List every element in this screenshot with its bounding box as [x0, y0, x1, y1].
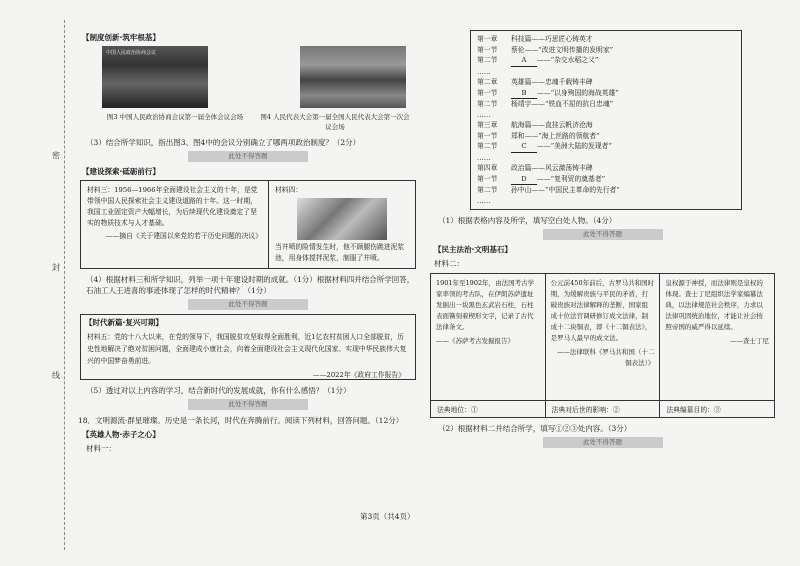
- catalog-row-index: ……: [477, 153, 491, 162]
- law-1-source: ——《苏萨考古发掘报告》: [436, 337, 514, 345]
- law-cell-2: [546, 274, 661, 400]
- law-3-source: ——查士丁尼: [730, 337, 770, 345]
- catalog-row: [477, 67, 741, 78]
- left-column: [78, 30, 418, 457]
- right-column: [430, 30, 775, 452]
- question-18: 18．文明源流·群星璀璨。历史是一条长河，时代在奔腾前行。阅读下列材料，回答问题。（12分）: [78, 416, 404, 425]
- question-1: （1）根据表格内容及所学，填写空白处人物。（4分）: [438, 216, 617, 225]
- catalog-row: [477, 120, 741, 131]
- question-5: （5）透过对以上内容的学习，结合新时代的发展成就，你有什么感悟？（1分）: [86, 386, 351, 395]
- fig3-banner: 中国人民政治协商会议: [106, 50, 157, 56]
- catalog-row-index: 第二章: [477, 78, 498, 86]
- catalog-row-index: 第一节: [477, 45, 498, 54]
- section-title-construction: 【建设探索·砥砺前行】: [82, 167, 160, 176]
- catalog-row: [477, 174, 741, 186]
- catalog-row: [477, 45, 741, 56]
- law-2-text: 公元前450年前后，古罗马共和国时期，为缓解贵族与平民的矛盾，打破贵族对法律解释的垄断，国家组成十位法官调研修订成文法律，制成十二块铜表，即《十二铜表法》，是罗马人最早的成文法。: [550, 279, 655, 342]
- catalog-table: [470, 30, 742, 210]
- material-box-3-4: [80, 180, 416, 269]
- catalog-row: [477, 110, 741, 121]
- law-1-text: 1901年至1902年，由法国考古学家率领的考古队，在伊朗苏萨遗址发掘出一块黑色玄武岩石柱，石柱表面镌刻着楔形文字，记录了古代法律条文。: [436, 279, 535, 331]
- catalog-row-index: 第一章: [477, 35, 498, 43]
- no-answer-zone-1: 此处不得答题: [188, 151, 308, 162]
- catalog-row: [477, 34, 741, 45]
- fill-blank[interactable]: C: [511, 141, 537, 153]
- binding-mark-3: 线: [52, 371, 60, 380]
- catalog-row: [477, 196, 741, 207]
- catalog-row-index: 第二节: [477, 142, 498, 150]
- binding-line: [64, 20, 65, 550]
- fill-blank[interactable]: B: [511, 88, 537, 100]
- fig4-photo: [300, 46, 406, 108]
- catalog-row: [477, 77, 741, 88]
- fig3-caption: 图3 中国人民政治协商会议第一届全体会议会场: [106, 113, 244, 121]
- catalog-row-index: ……: [477, 196, 491, 205]
- catalog-row-index: 第一节: [477, 174, 498, 183]
- catalog-row-text: C ——“美洲大陆的发现者”: [511, 142, 612, 150]
- material-box-5: [80, 314, 416, 380]
- section-title-system: 【制度创新·筑牢根基】: [82, 33, 160, 42]
- catalog-row: [477, 99, 741, 110]
- section-title-law: 【民主法治·文明基石】: [434, 245, 512, 254]
- no-answer-zone-3: 此处不得答题: [188, 399, 308, 410]
- catalog-row-text: 航海篇——直挂云帆济沧海: [511, 121, 593, 129]
- catalog-row-index: 第二节: [477, 56, 498, 64]
- material-3: [81, 181, 269, 268]
- catalog-row-text: 政治篇——风云激荡铸丰碑: [511, 164, 593, 172]
- catalog-row-text: A ——“杂交水稻之父”: [511, 56, 598, 64]
- catalog-row-text: 蔡伦——“改进文明传播的发明家”: [511, 45, 614, 54]
- law-answer-3[interactable]: 法典编纂目的：③: [666, 406, 721, 414]
- law-answer-1[interactable]: 法典地位：①: [431, 401, 546, 417]
- material-3-source: ——摘自《关于建国以来党的若干历史问题的决议》: [105, 232, 262, 240]
- catalog-row-text: 英雄篇——忠魂千载铸丰碑: [511, 78, 593, 86]
- fig4-caption: 图4 人民代表大会第一届全国人民代表大会第一次会议会场: [260, 113, 410, 131]
- photo-row: [102, 46, 406, 108]
- no-answer-zone-5: 此处不得答题: [543, 437, 663, 448]
- section-title-heroes: 【英雄人物·赤子之心】: [82, 430, 160, 439]
- catalog-row: [477, 131, 741, 142]
- question-3: （3）结合所学知识，指出图3、图4中的会议分别确立了哪两项政治制度？（2分）: [86, 138, 361, 147]
- catalog-row: [477, 141, 741, 153]
- catalog-row-text: 杨靖宇——“铁血不屈的抗日忠魂”: [511, 100, 614, 108]
- material-2-label: 材料二：: [434, 259, 464, 268]
- material-4: [269, 181, 415, 268]
- catalog-row-index: 第二节: [477, 100, 498, 108]
- catalog-row-index: 第四章: [477, 164, 498, 172]
- fill-blank[interactable]: A: [511, 55, 537, 67]
- question-4: （4）根据材料三和所学知识，列举一项十年建设时期的成就。（1分）根据材料四并结合所学回答，石油工人王进喜的事迹体现了怎样的时代精神？（1分）: [86, 275, 415, 295]
- law-cell-1: [431, 274, 546, 400]
- catalog-row-text: 孙中山——“中国民主革命的先行者”: [511, 186, 620, 194]
- catalog-row: [477, 185, 741, 196]
- figure-captions: [100, 112, 410, 132]
- catalog-row-index: ……: [477, 110, 491, 119]
- page-footer: 第3页（共4页）: [360, 512, 415, 521]
- catalog-row: [477, 88, 741, 100]
- catalog-row-text: 郑和——“海上丝路的领航者”: [511, 131, 600, 140]
- law-2-source: ——法律联科《罗马共和国（十二铜表法）》: [556, 348, 655, 367]
- oil-worker-photo: [297, 198, 387, 240]
- material-5-source: ——2022年《政府工作报告》: [312, 371, 405, 379]
- material-5-text: 材料五：党的十八大以来，在党的领导下，我国脱贫攻坚取得全面胜利，近1亿农村贫困人口全部脱贫，历史性地解决了绝对贫困问题，全面建成小康社会，向着全面建设社会主义现代化国家、实现中华民族伟大复兴的中国梦奋勇前进。: [87, 333, 407, 365]
- catalog-row: [477, 153, 741, 164]
- catalog-list: [477, 34, 741, 206]
- fig3-photo: [102, 46, 208, 108]
- law-cell-3: [660, 274, 774, 400]
- catalog-row-text: 科技篇——巧思匠心铸英才: [511, 35, 593, 43]
- catalog-row-index: 第二节: [477, 186, 498, 194]
- catalog-row-index: 第一节: [477, 88, 498, 97]
- law-material-table: [430, 273, 775, 401]
- material-4-text: 当井喷的险情发生时，他不顾腿伤跳进泥浆池，用身体搅拌泥浆，制服了井喷。: [275, 243, 405, 262]
- material-1-label: 材料一：: [86, 444, 116, 453]
- law-answer-row: [430, 401, 775, 418]
- fill-blank[interactable]: D: [511, 174, 537, 186]
- law-3-text: 皇权源于神授，而法律则是皇权的体现。查士丁尼组织法学家编纂法典，以法律规范社会秩序，力求以法律巩固统治地位，才能让社会按照帝国的威严得以延续。: [665, 279, 763, 331]
- catalog-row-index: ……: [477, 67, 491, 76]
- catalog-row-text: D ——“复利贸的奠基者”: [511, 175, 605, 183]
- material-4-label: 材料四：: [275, 186, 303, 194]
- catalog-row: [477, 55, 741, 67]
- material-3-text: 材料三：1956—1966年全面建设社会主义的十年，是党带领中国人民探索社会主义建设道路的十年。这一时期，我国工业固定资产大幅增长，为后续现代化建设奠定了坚实的物质技术与人才基础。: [87, 186, 258, 227]
- catalog-row-index: 第三章: [477, 121, 498, 129]
- question-2: （2）根据材料二并结合所学，填写①②③处内容。（3分）: [438, 424, 632, 433]
- catalog-row-text: B ——“以身殉国的海战英雄”: [511, 89, 619, 97]
- law-answer-2[interactable]: 法典对后世的影响：②: [546, 401, 661, 417]
- catalog-row: [477, 163, 741, 174]
- catalog-row-index: 第一节: [477, 131, 498, 140]
- binding-mark-1: 密: [52, 151, 60, 160]
- binding-mark-2: 封: [52, 263, 60, 272]
- section-title-newera: 【时代新篇·复兴可期】: [85, 318, 163, 327]
- no-answer-zone-4: 此处不得答题: [543, 229, 663, 240]
- no-answer-zone-2: 此处不得答题: [188, 299, 308, 310]
